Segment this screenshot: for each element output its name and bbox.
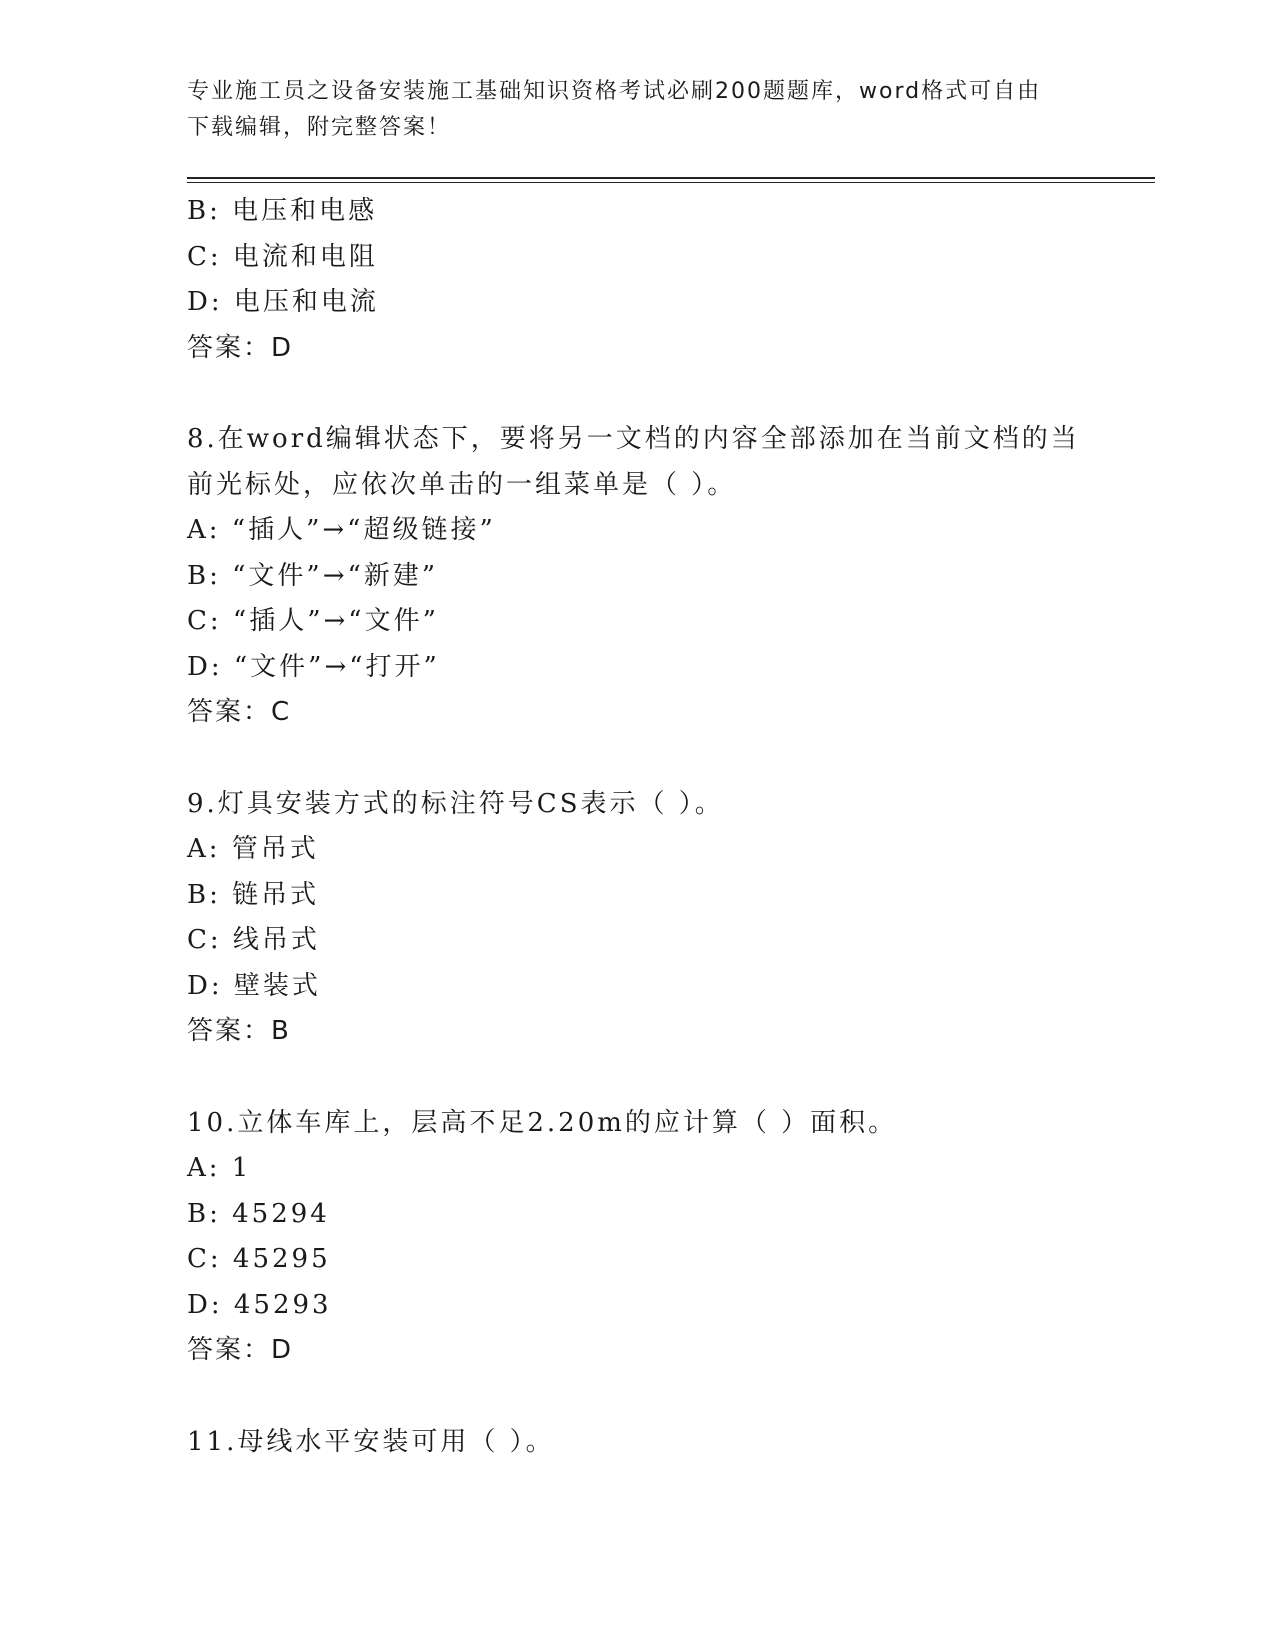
option-d: D: 电压和电流: [187, 287, 379, 317]
answer: 答案：D: [187, 332, 294, 363]
option-d: D: 壁装式: [187, 970, 321, 1001]
answer: 答案：B: [187, 1016, 291, 1046]
option-b: B: 链吊式: [187, 879, 320, 910]
question-stem: 10.立体车库上，层高不足2.20m的应计算（ ）面积。: [187, 1107, 898, 1138]
option-c: C: 线吊式: [187, 925, 320, 955]
spacer: [187, 1055, 1087, 1101]
header-line-2: 下载编辑，附完整答案！: [187, 115, 452, 140]
question-7: [187, 189, 1087, 371]
question-stem: 11.母线水平安装可用（ ）。: [187, 1426, 555, 1457]
answer: 答案：C: [187, 697, 292, 727]
option-a: A: 管吊式: [187, 834, 319, 864]
option-a: A: 1: [187, 1153, 252, 1183]
option-c: C: “插人”→“文件”: [187, 606, 439, 636]
question-11: [187, 1420, 1087, 1466]
option-b: B: 电压和电感: [187, 196, 378, 226]
spacer: [187, 1374, 1087, 1420]
option-a: A: “插人”→“超级链接”: [187, 515, 496, 545]
option-b: B: 45294: [187, 1198, 330, 1229]
question-10: [187, 1101, 1087, 1374]
option-d: D: “文件”→“打开”: [187, 651, 440, 682]
option-d: D: 45293: [187, 1289, 332, 1320]
header-divider-thick: [187, 177, 1155, 179]
spacer: [187, 371, 1087, 417]
spacer: [187, 736, 1087, 782]
option-c: C: 45295: [187, 1244, 331, 1274]
question-9: [187, 782, 1087, 1055]
question-stem: 9.灯具安装方式的标注符号CS表示（ ）。: [187, 788, 724, 819]
document-header: [187, 74, 1067, 146]
question-stem-line-1: 8.在word编辑状态下，要将另一文档的内容全部添加在当前文档的当: [187, 424, 1080, 454]
question-list: [187, 189, 1087, 1465]
option-b: B: “文件”→“新建”: [187, 560, 439, 591]
question-stem-line-2: 前光标处，应依次单击的一组菜单是（ ）。: [187, 469, 737, 500]
question-8: [187, 417, 1087, 736]
answer: 答案：D: [187, 1335, 294, 1365]
header-line-1: 专业施工员之设备安装施工基础知识资格考试必刷200题题库，word格式可自由: [187, 79, 1042, 104]
option-c: C: 电流和电阻: [187, 241, 378, 272]
header-divider-thin: [187, 182, 1155, 183]
